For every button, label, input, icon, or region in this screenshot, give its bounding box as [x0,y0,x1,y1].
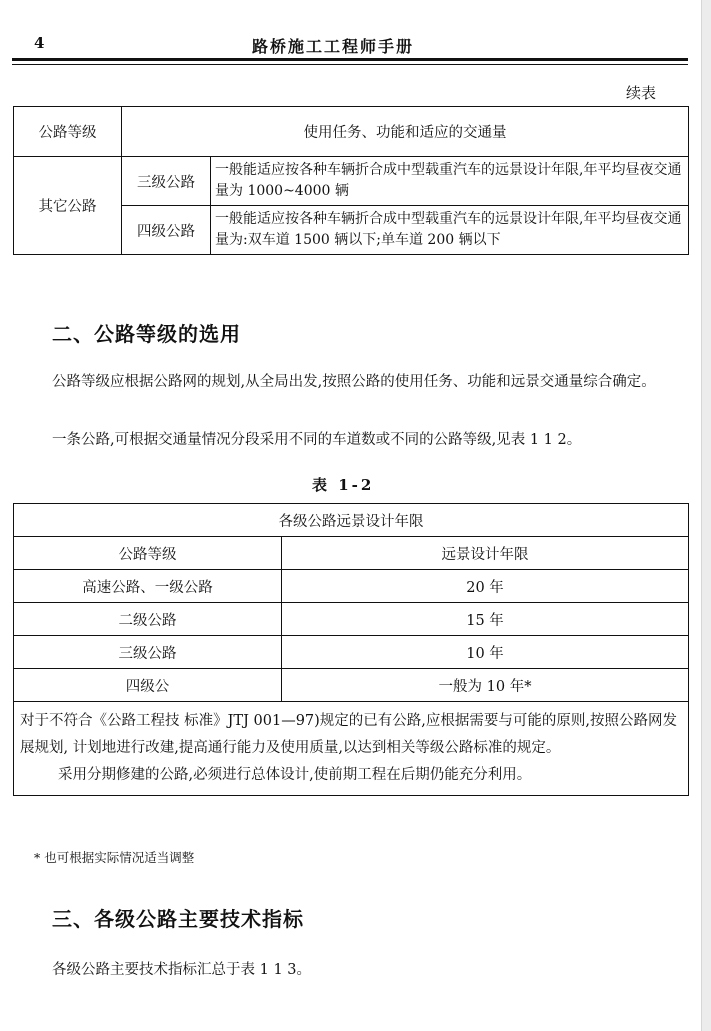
grade-cell: 四级公路 [122,206,211,255]
table-note-cell [14,702,689,796]
desc-cell: 一般能适应按各种车辆折合成中型载重汽车的远景设计年限,年平均昼夜交通量为 1000~4000 辆 [211,157,689,206]
table-header-row [14,107,689,157]
table-caption: 表 1-2 [312,476,375,494]
table-title: 各级公路远景设计年限 [14,504,689,537]
table-note-text: 采用分期修建的公路,必须进行总体设计,使前期工程在后期仍能充分利用。 [58,767,532,783]
desc-cell: 一般能适应按各种车辆折合成中型载重汽车的远景设计年限,年平均昼夜交通量为:双车道 1500 辆以下;单车道 200 辆以下 [211,206,689,255]
table-note-row [14,702,689,796]
grade-cell: 高速公路、一级公路 [14,570,282,603]
grade-cell: 四级公 [14,669,282,702]
paragraph: 一条公路,可根据交通量情况分段采用不同的车道数或不同的公路等级,见表 1 1 2。 [52,432,582,448]
header-cell-grade: 公路等级 [14,107,122,157]
table-row [14,669,689,702]
table-header-row [14,537,689,570]
years-cell: 一般为 10 年* [282,669,689,702]
table-footnote: * 也可根据实际情况适当调整 [34,850,195,865]
grade-cell: 二级公路 [14,603,282,636]
table-note-text: 对于不符合《公路工程技 标准》JTJ 001—97)规定的已有公路,应根据需要与可能的原则,按照公路网发展规划, 计划地进行改建,提高通行能力及使用质量,以达到相关等级公路标准的规定。 [20,713,678,756]
years-cell: 10 年 [282,636,689,669]
continued-table-label: 续表 [625,84,656,102]
grade-cell: 三级公路 [122,157,211,206]
header-cell-years: 远景设计年限 [282,537,689,570]
header-cell-function: 使用任务、功能和适应的交通量 [122,107,689,157]
header-cell-grade: 公路等级 [14,537,282,570]
table-row [14,157,689,206]
table-title-row [14,504,689,537]
section-heading-3: 三、各级公路主要技术指标 [52,907,304,931]
table-row [14,636,689,669]
table-row [14,603,689,636]
grade-cell: 三级公路 [14,636,282,669]
design-life-table [13,503,689,796]
header-rule-thick [12,58,688,61]
header-rule-thin [12,64,688,65]
scrollbar-track[interactable] [701,0,711,1031]
paragraph: 各级公路主要技术指标汇总于表 1 1 3。 [52,962,312,978]
table-row [14,570,689,603]
running-header-title: 路桥施工工程师手册 [252,37,415,56]
section-heading-2: 二、公路等级的选用 [52,322,241,346]
road-grade-table-continued [13,106,689,255]
paragraph: 公路等级应根据公路网的规划,从全局出发,按照公路的使用任务、功能和远景交通量综合确定。 [52,374,656,390]
years-cell: 15 年 [282,603,689,636]
years-cell: 20 年 [282,570,689,603]
page-number: 4 [34,34,45,52]
group-cell-other-roads: 其它公路 [14,157,122,255]
